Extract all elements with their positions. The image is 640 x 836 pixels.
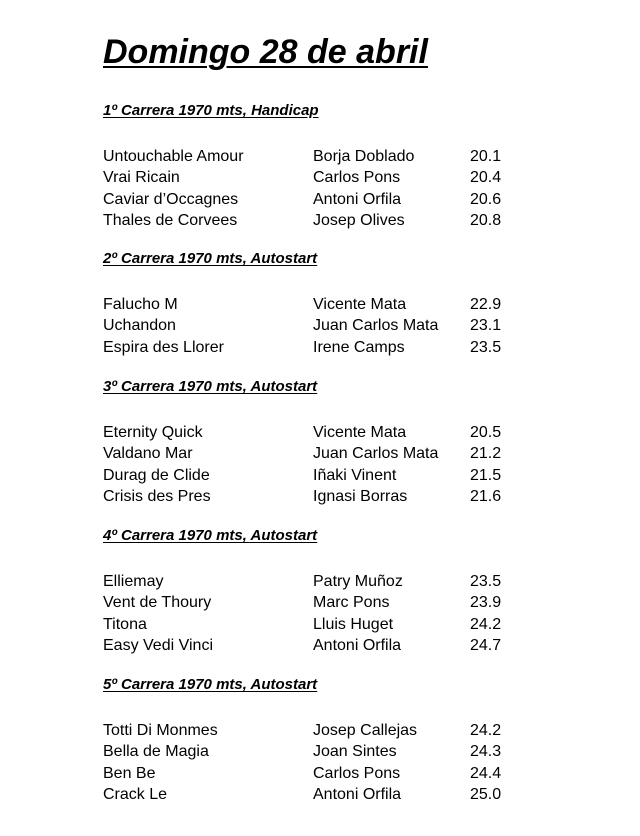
race-section-1	[103, 102, 523, 231]
horse-name: Totti Di Monmes	[103, 722, 218, 739]
time-value: 22.9	[470, 296, 502, 313]
entry-row	[103, 294, 523, 315]
entry-row	[103, 486, 523, 507]
time-value: 24.2	[470, 722, 502, 739]
driver-name: Iñaki Vinent	[313, 466, 397, 484]
time-value: 20.1	[470, 148, 502, 165]
driver-name: Antoni Orfila	[313, 785, 402, 803]
horse-name: Durag de Clide	[103, 466, 210, 484]
time-value: 24.2	[470, 615, 502, 633]
horse-name: Untouchable Amour	[103, 148, 244, 165]
horse-name: Vrai Ricain	[103, 169, 180, 187]
page-title: Domingo 28 de abril	[103, 33, 428, 71]
time-value: 25.0	[470, 785, 502, 803]
entry-list	[103, 146, 523, 231]
entry-row	[103, 571, 523, 592]
horse-name: Espira des Llorer	[103, 338, 224, 356]
time-value: 21.5	[470, 466, 502, 484]
time-value: 23.1	[470, 317, 502, 335]
time-value: 23.9	[470, 594, 502, 612]
time-value: 23.5	[470, 573, 502, 590]
horse-name: Titona	[103, 615, 147, 633]
time-value: 20.8	[470, 211, 502, 229]
entry-row	[103, 763, 523, 784]
time-value: 20.5	[470, 424, 502, 441]
driver-name: Marc Pons	[313, 594, 390, 612]
driver-name: Juan Carlos Mata	[313, 317, 439, 335]
driver-name: Josep Callejas	[313, 722, 418, 739]
horse-name: Falucho M	[103, 296, 178, 313]
driver-name: Ignasi Borras	[313, 487, 408, 505]
entry-row	[103, 189, 523, 210]
entry-row	[103, 592, 523, 613]
time-value: 21.6	[470, 487, 502, 505]
horse-name: Caviar d’Occagnes	[103, 190, 239, 208]
driver-name: Lluis Huget	[313, 615, 394, 633]
race-section-4	[103, 527, 523, 656]
race-section-5	[103, 676, 523, 805]
driver-name: Joan Sintes	[313, 743, 397, 761]
entry-row	[103, 337, 523, 358]
race-heading: 4º Carrera 1970 mts, Autostart	[103, 527, 318, 544]
time-value: 24.7	[470, 636, 502, 654]
driver-name: Antoni Orfila	[313, 636, 402, 654]
entry-row	[103, 210, 523, 231]
entry-row	[103, 614, 523, 635]
horse-name: Valdano Mar	[103, 445, 193, 463]
driver-name: Antoni Orfila	[313, 190, 402, 208]
race-heading: 2º Carrera 1970 mts, Autostart	[103, 250, 318, 267]
entry-list	[103, 571, 523, 656]
time-value: 24.4	[470, 764, 502, 782]
time-value: 20.4	[470, 169, 502, 187]
horse-name: Thales de Corvees	[103, 211, 238, 229]
driver-name: Carlos Pons	[313, 169, 401, 187]
race-heading: 1º Carrera 1970 mts, Handicap	[103, 102, 319, 119]
time-value: 20.6	[470, 190, 502, 208]
entry-row	[103, 784, 523, 805]
entry-row	[103, 146, 523, 167]
horse-name: Bella de Magia	[103, 743, 209, 761]
driver-name: Patry Muñoz	[313, 573, 403, 590]
entry-row	[103, 443, 523, 464]
entry-row	[103, 465, 523, 486]
horse-name: Ben Be	[103, 764, 156, 782]
entry-list	[103, 720, 523, 805]
entry-list	[103, 422, 523, 507]
entry-row	[103, 315, 523, 336]
entry-row	[103, 741, 523, 762]
race-heading: 5º Carrera 1970 mts, Autostart	[103, 676, 318, 693]
entry-row	[103, 422, 523, 443]
driver-name: Carlos Pons	[313, 764, 401, 782]
entry-list	[103, 294, 523, 358]
driver-name: Vicente Mata	[313, 296, 407, 313]
driver-name: Irene Camps	[313, 338, 405, 356]
horse-name: Easy Vedi Vinci	[103, 636, 213, 654]
race-section-2	[103, 250, 523, 358]
horse-name: Vent de Thoury	[103, 594, 212, 612]
driver-name: Vicente Mata	[313, 424, 407, 441]
driver-name: Borja Doblado	[313, 148, 415, 165]
time-value: 21.2	[470, 445, 502, 463]
entry-row	[103, 635, 523, 656]
time-value: 24.3	[470, 743, 502, 761]
driver-name: Juan Carlos Mata	[313, 445, 439, 463]
horse-name: Elliemay	[103, 573, 164, 590]
horse-name: Crack Le	[103, 785, 168, 803]
horse-name: Crisis des Pres	[103, 487, 211, 505]
horse-name: Eternity Quick	[103, 424, 203, 441]
horse-name: Uchandon	[103, 317, 176, 335]
entry-row	[103, 167, 523, 188]
entry-row	[103, 720, 523, 741]
time-value: 23.5	[470, 338, 502, 356]
driver-name: Josep Olives	[313, 211, 405, 229]
race-heading: 3º Carrera 1970 mts, Autostart	[103, 378, 318, 395]
race-section-3	[103, 378, 523, 507]
